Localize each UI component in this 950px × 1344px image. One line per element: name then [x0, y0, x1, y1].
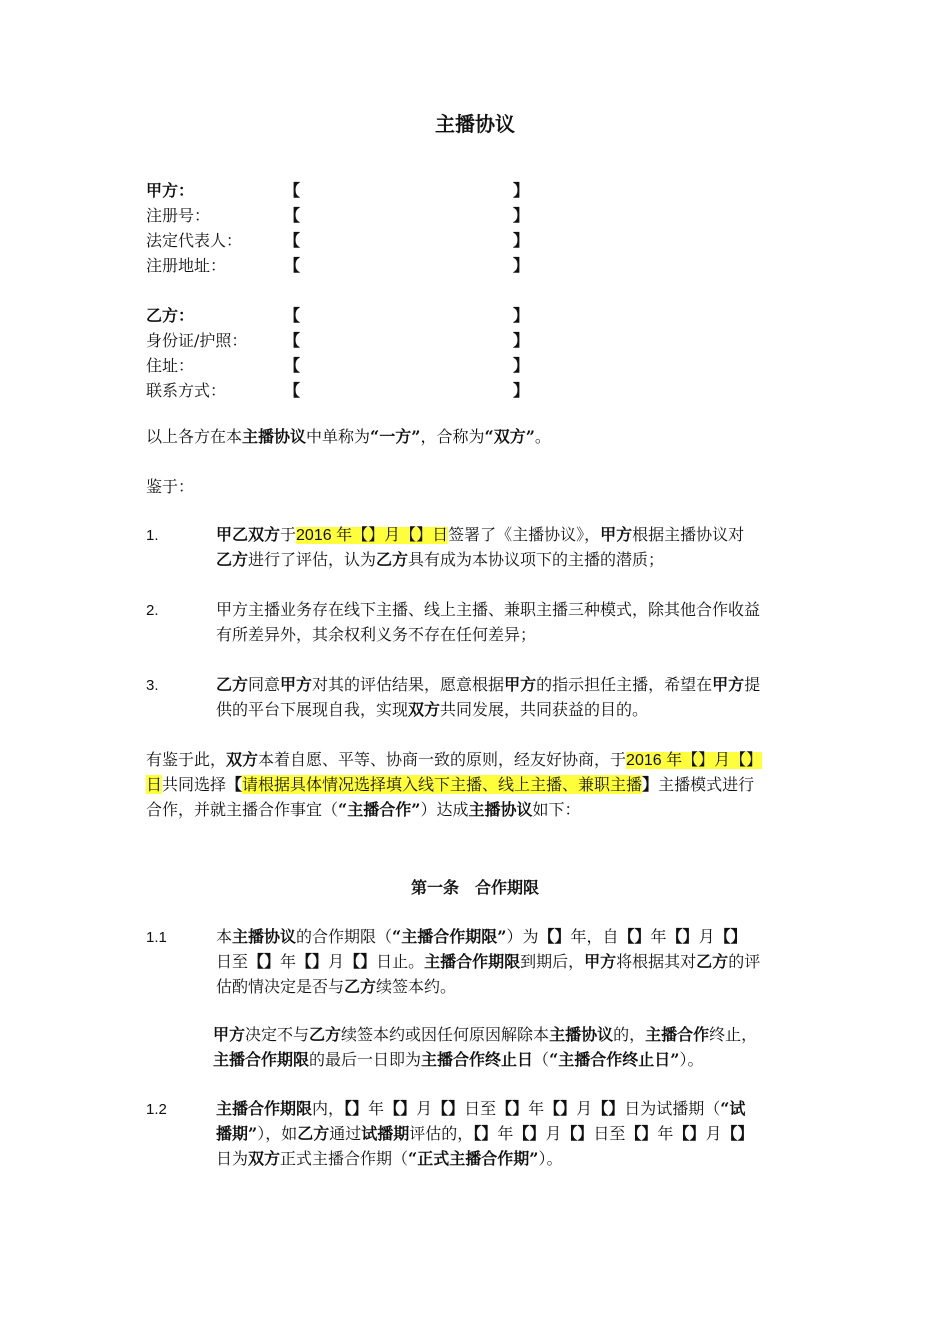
party-a-field-address: 注册地址：: [146, 256, 227, 275]
bracket-open: 【: [284, 231, 301, 250]
bracket-open: 【: [284, 331, 301, 350]
bracket-close: 】: [513, 331, 530, 350]
bracket-open: 【: [284, 306, 301, 325]
recital-number: 3.: [146, 677, 159, 694]
bracket-open: 【: [284, 181, 301, 200]
whereas-conclusion: 有鉴于此，双方本着自愿、平等、协商一致的原则，经友好协商，于2016 年【】月【】 日共同选择【请根据具体情况选择填入线下主播、线上主播、兼职主播】主播模式进行 合作，并就主播合作事宜（“主播合作”）达成主播协议如下：: [146, 750, 763, 819]
clause-1-2: 主播合作期限内，【】年【】月【】日至【】年【】月【】日为试播期（“试 播期”），如乙方通过试播期评估的，【】年【】月【】日至【】年【】月【】 日为双方正式主播合作期（“正式主播合作期”）。: [216, 1099, 754, 1168]
bracket-close: 】: [513, 356, 530, 375]
bracket-close: 】: [513, 231, 530, 250]
party-b-label: 乙方：: [146, 306, 195, 325]
intro-paragraph: 以上各方在本主播协议中单称为“一方”，合称为“双方”。: [146, 427, 551, 446]
bracket-close: 】: [513, 181, 530, 200]
bracket-close: 】: [513, 306, 530, 325]
party-a-label: 甲方：: [146, 181, 195, 200]
highlighted-date: 2016 年【】月【】日: [296, 527, 449, 544]
clause-number: 1.2: [146, 1101, 167, 1118]
recital-number: 1.: [146, 527, 159, 544]
bracket-close: 】: [513, 256, 530, 275]
recital-number: 2.: [146, 602, 159, 619]
recital-1: 甲乙双方于2016 年【】月【】日签署了《主播协议》，甲方根据主播协议对 乙方进行了评估，认为乙方具有成为本协议项下的主播的潜质；: [216, 525, 745, 569]
bracket-open: 【: [284, 206, 301, 225]
clause-number: 1.1: [146, 929, 167, 946]
bracket-close: 】: [513, 381, 530, 400]
recital-2: 甲方主播业务存在线下主播、线上主播、兼职主播三种模式，除其他合作收益 有所差异外，其余权利义务不存在任何差异；: [216, 600, 761, 644]
party-b-field-contact: 联系方式：: [146, 381, 227, 400]
bracket-open: 【: [284, 356, 301, 375]
highlighted-date: 2016 年【】月【】: [626, 752, 763, 769]
bracket-open: 【: [284, 256, 301, 275]
party-b-field-id: 身份证/护照：: [146, 331, 248, 350]
document-title: 主播协议: [435, 112, 515, 136]
article-1-title: 第一条 合作期限: [410, 878, 539, 897]
highlighted-instruction: 请根据具体情况选择填入线下主播、线上主播、兼职主播: [242, 775, 643, 794]
clause-1-1: 本主播协议的合作期限（“主播合作期限”）为【】年，自【】年【】月【】 日至【】年【】月【】日止。主播合作期限到期后，甲方将根据其对乙方的评 估酌情决定是否与乙方续签本约。: [216, 927, 761, 996]
bracket-open: 【: [284, 381, 301, 400]
party-b-field-address: 住址：: [146, 356, 195, 375]
party-a-field-legal-rep: 法定代表人：: [146, 231, 243, 250]
party-a-field-registration: 注册号：: [146, 206, 211, 225]
recital-3: 乙方同意甲方对其的评估结果，愿意根据甲方的指示担任主播，希望在甲方提 供的平台下展现自我，实现双方共同发展，共同获益的目的。: [216, 675, 761, 719]
whereas-heading: 鉴于：: [146, 477, 195, 496]
clause-1-1-paragraph-2: 甲方决定不与乙方续签本约或因任何原因解除本主播协议的，主播合作终止， 主播合作期限的最后一日即为主播合作终止日（“主播合作终止日”）。: [213, 1025, 758, 1069]
bracket-close: 】: [513, 206, 530, 225]
